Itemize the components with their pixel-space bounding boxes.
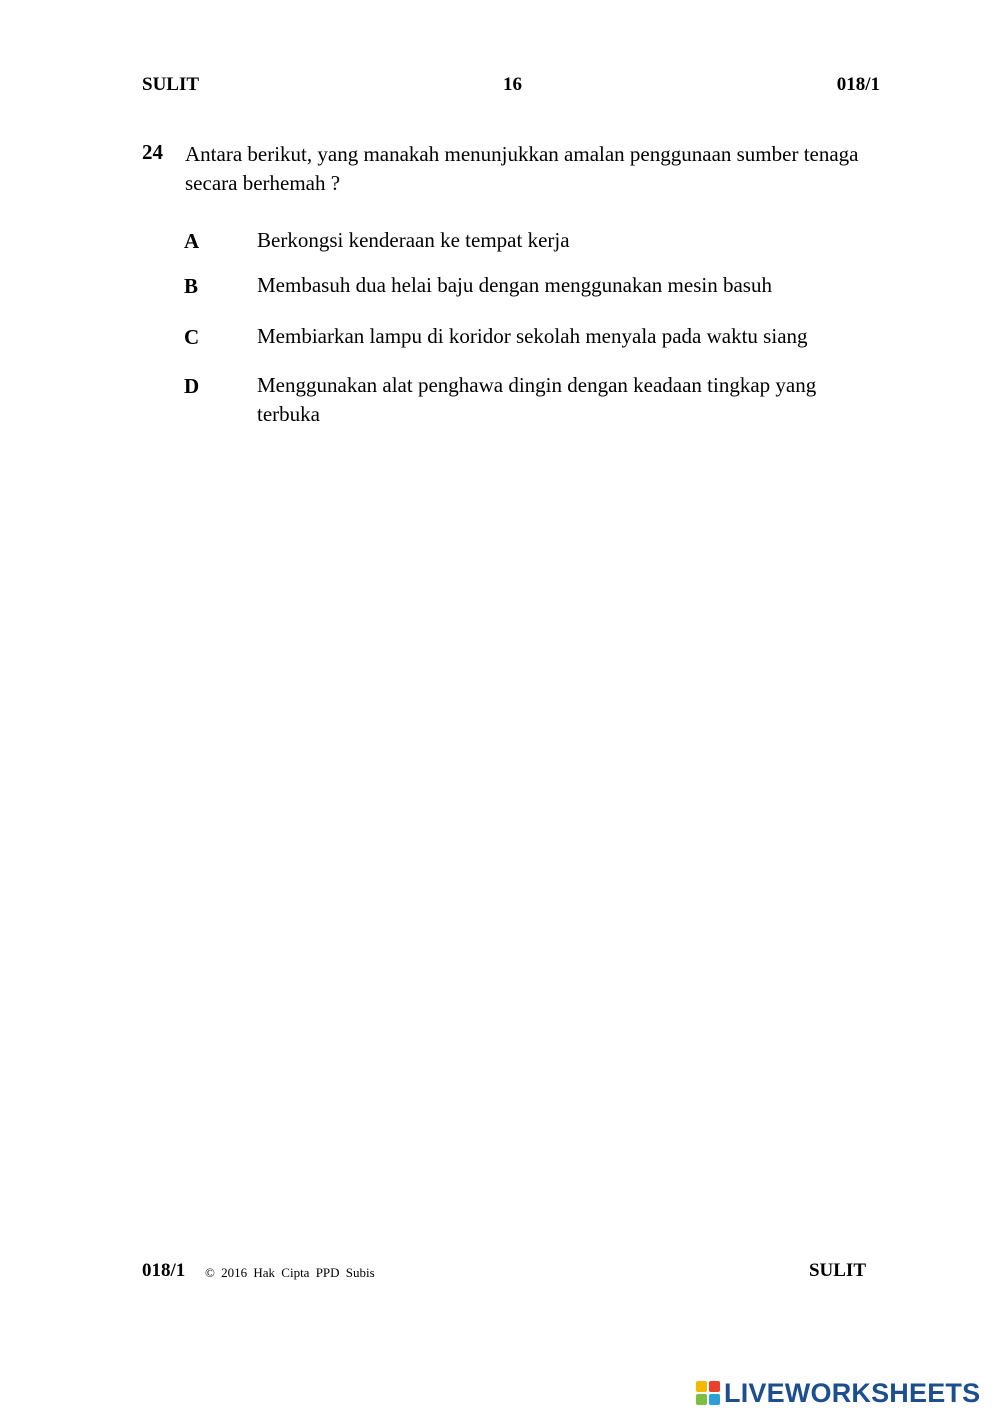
footer-copyright: © 2016 Hak Cipta PPD Subis <box>205 1265 375 1280</box>
option-text: Berkongsi kenderaan ke tempat kerja <box>257 228 570 252</box>
logo-tile <box>709 1394 720 1405</box>
liveworksheets-brand[interactable] <box>696 1378 996 1410</box>
header-paper-code: 018/1 <box>836 74 880 95</box>
option-text: Menggunakan alat penghawa dingin dengan keadaan tingkap yang terbuka <box>257 373 817 426</box>
question-number: 24 <box>142 140 163 164</box>
option-letter: C <box>184 325 200 349</box>
liveworksheets-logo-icon <box>696 1381 720 1405</box>
footer-classification: SULIT <box>808 1260 866 1281</box>
header-page-number: 16 <box>503 74 522 95</box>
liveworksheets-wordmark: LIVEWORKSHEETS <box>724 1378 981 1408</box>
option-text: Membiarkan lampu di koridor sekolah menyala pada waktu siang <box>257 324 808 348</box>
question-text: Antara berikut, yang manakah menunjukkan amalan penggunaan sumber tenaga secara berhemah ? <box>185 142 859 195</box>
header-classification: SULIT <box>142 74 200 95</box>
option-text: Membasuh dua helai baju dengan menggunakan mesin basuh <box>257 273 772 297</box>
footer-paper-code: 018/1 <box>142 1260 186 1281</box>
option-letter: B <box>184 274 199 298</box>
logo-tile <box>696 1381 707 1392</box>
option-letter: D <box>184 374 200 398</box>
page-header <box>142 74 880 100</box>
page-footer <box>142 1260 866 1286</box>
option-letter: A <box>184 229 200 253</box>
logo-tile <box>709 1381 720 1392</box>
logo-tile <box>696 1394 707 1405</box>
